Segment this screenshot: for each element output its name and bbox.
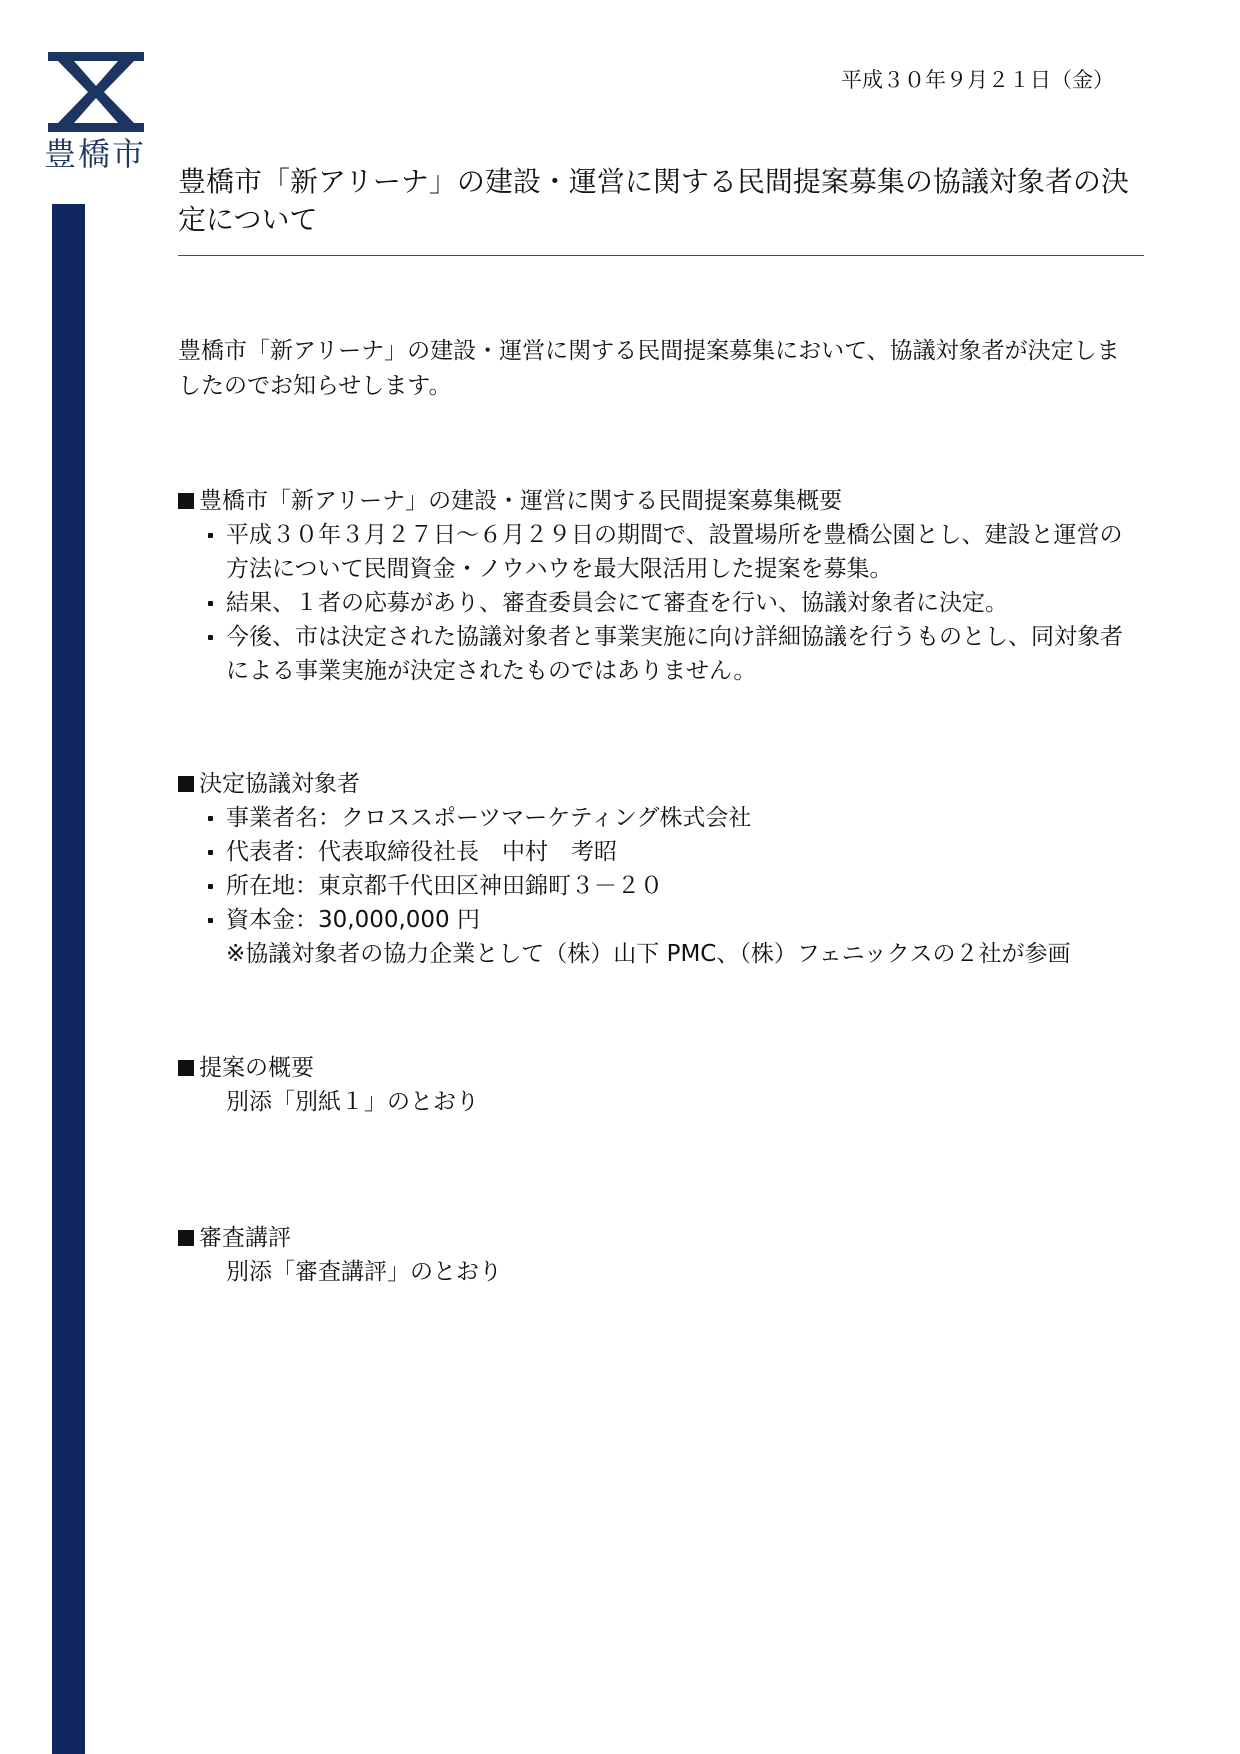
page-title: 豊橋市「新アリーナ」の建設・運営に関する民間提案募集の協議対象者の決定について	[178, 165, 1129, 236]
document-body	[178, 334, 1138, 1289]
square-bullet-icon	[178, 776, 194, 792]
section-heading: 豊橋市「新アリーナ」の建設・運営に関する民間提案募集概要	[178, 484, 1138, 518]
square-bullet-icon	[178, 493, 194, 509]
info-value: クロススポーツマーケティング株式会社	[341, 805, 752, 831]
side-accent-bar	[52, 204, 85, 1754]
square-bullet-icon	[178, 1060, 194, 1076]
title-divider	[178, 255, 1144, 256]
info-row-address: 所在地：東京都千代田区神田錦町３－２０	[202, 869, 1138, 903]
list-item: 結果、１者の応募があり、審査委員会にて審査を行い、協議対象者に決定。	[202, 586, 1138, 620]
logo-text: 豊橋市	[44, 135, 147, 173]
info-label: 資本金	[226, 907, 295, 933]
info-value: 東京都千代田区神田錦町３－２０	[318, 873, 663, 899]
lead-paragraph: 豊橋市「新アリーナ」の建設・運営に関する民間提案募集において、協議対象者が決定しましたのでお知らせします。	[178, 338, 1120, 399]
section-heading: 決定協議対象者	[178, 767, 1138, 801]
release-date: 平成３０年９月２１日（金）	[841, 68, 1114, 92]
list-item: 平成３０年３月２７日～６月２９日の期間で、設置場所を豊橋公園とし、建設と運営の方法について民間資金・ノウハウを最大限活用した提案を募集。	[202, 518, 1138, 586]
info-value: 30,000,000 円	[318, 907, 480, 933]
partner-note: ※協議対象者の協力企業として（株）山下 PMC、（株）フェニックスの２社が参画	[226, 941, 1071, 967]
info-label: 所在地	[226, 873, 295, 899]
city-logo	[44, 52, 154, 173]
list-item: 今後、市は決定された協議対象者と事業実施に向け詳細協議を行うものとし、同対象者による事業実施が決定されたものではありません。	[202, 620, 1138, 688]
overview-list	[178, 518, 1138, 688]
info-row-company: 事業者名：クロススポーツマーケティング株式会社	[202, 801, 1138, 835]
section-review	[178, 1221, 1138, 1289]
section-decided-party	[178, 767, 1138, 971]
section-text: 別添「審査講評」のとおり	[226, 1259, 502, 1285]
info-label: 代表者	[226, 839, 295, 865]
section-heading: 審査講評	[178, 1221, 1138, 1255]
section-proposal	[178, 1051, 1138, 1119]
info-value: 代表取締役社長 中村 考昭	[318, 839, 617, 865]
section-text: 別添「別紙１」のとおり	[226, 1089, 479, 1115]
section-overview	[178, 484, 1138, 688]
square-bullet-icon	[178, 1230, 194, 1246]
info-row-capital: 資本金：30,000,000 円	[202, 903, 1138, 937]
company-info-list	[178, 801, 1138, 937]
info-row-representative: 代表者：代表取締役社長 中村 考昭	[202, 835, 1138, 869]
info-label: 事業者名	[226, 805, 318, 831]
toyohashi-emblem-icon	[48, 52, 144, 132]
section-heading: 提案の概要	[178, 1051, 1138, 1085]
